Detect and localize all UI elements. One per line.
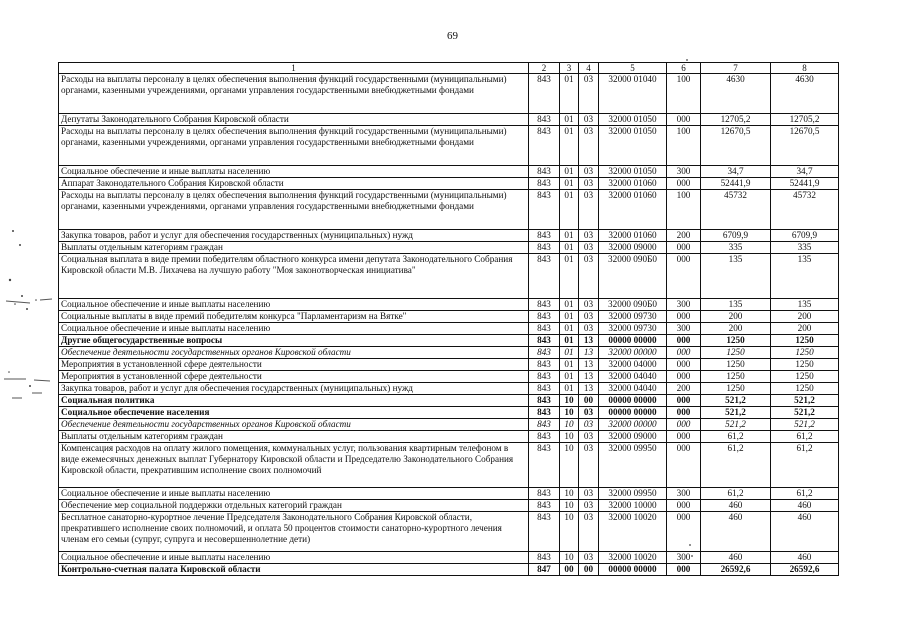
row-name: Социальное обеспечение населения: [59, 407, 529, 419]
row-subsection: 03: [579, 178, 599, 190]
table-row: [59, 383, 839, 395]
row-section: 10: [560, 431, 579, 443]
row-target-article: 32000 04040: [599, 371, 667, 383]
row-expense-type: 000: [667, 114, 701, 126]
table-row: [59, 431, 839, 443]
row-amount-col8: 45732: [771, 190, 839, 230]
header-row: [59, 63, 839, 74]
row-target-article: 32000 01050: [599, 114, 667, 126]
table-row: [59, 299, 839, 311]
row-amount-col7: 521,2: [701, 419, 771, 431]
table-row: [59, 166, 839, 178]
row-subsection: 13: [579, 335, 599, 347]
row-ministry-code: 843: [529, 166, 560, 178]
row-expense-type: 100: [667, 190, 701, 230]
row-subsection: 03: [579, 166, 599, 178]
row-section: 01: [560, 178, 579, 190]
row-target-article: 00000 00000: [599, 564, 667, 576]
row-section: 01: [560, 230, 579, 242]
row-section: 01: [560, 299, 579, 311]
row-name: Социальная политика: [59, 395, 529, 407]
row-ministry-code: 843: [529, 419, 560, 431]
row-ministry-code: 843: [529, 488, 560, 500]
row-amount-col7: 1250: [701, 359, 771, 371]
table-row: [59, 443, 839, 488]
row-name: Закупка товаров, работ и услуг для обеспечения государственных (муниципальных) нужд: [59, 230, 529, 242]
row-expense-type: 000: [667, 371, 701, 383]
row-amount-col8: 1250: [771, 383, 839, 395]
row-ministry-code: 843: [529, 347, 560, 359]
table-row: [59, 178, 839, 190]
row-expense-type: 200: [667, 230, 701, 242]
row-subsection: 03: [579, 407, 599, 419]
row-section: 01: [560, 359, 579, 371]
row-amount-col8: 200: [771, 323, 839, 335]
row-subsection: 03: [579, 512, 599, 552]
row-amount-col7: 1250: [701, 371, 771, 383]
row-ministry-code: 843: [529, 254, 560, 299]
row-amount-col8: 4630: [771, 74, 839, 114]
table-row: [59, 323, 839, 335]
row-expense-type: 000: [667, 347, 701, 359]
row-amount-col7: 52441,9: [701, 178, 771, 190]
row-amount-col7: 6709,9: [701, 230, 771, 242]
row-amount-col8: 460: [771, 500, 839, 512]
row-ministry-code: 843: [529, 311, 560, 323]
row-section: 01: [560, 254, 579, 299]
table-row: [59, 359, 839, 371]
row-amount-col7: 34,7: [701, 166, 771, 178]
row-ministry-code: 843: [529, 431, 560, 443]
table-row: [59, 254, 839, 299]
table-row: [59, 190, 839, 230]
row-ministry-code: 847: [529, 564, 560, 576]
row-section: 10: [560, 512, 579, 552]
row-amount-col8: 200: [771, 311, 839, 323]
row-amount-col7: 45732: [701, 190, 771, 230]
row-target-article: 32000 01060: [599, 178, 667, 190]
row-section: 10: [560, 395, 579, 407]
column-header-5: 5: [599, 63, 667, 74]
table-row: [59, 311, 839, 323]
row-ministry-code: 843: [529, 383, 560, 395]
row-name: Депутаты Законодательного Собрания Кировской области: [59, 114, 529, 126]
row-target-article: 32000 00000: [599, 347, 667, 359]
row-subsection: 03: [579, 500, 599, 512]
row-amount-col7: 12670,5: [701, 126, 771, 166]
column-header-6: 6: [667, 63, 701, 74]
row-amount-col7: 335: [701, 242, 771, 254]
row-target-article: 32000 10000: [599, 500, 667, 512]
row-name: Расходы на выплаты персоналу в целях обеспечения выполнения функций государственными (муниципальными) органами, казенными учреждениями, органами управления государственными внебюджетными фондами: [59, 126, 529, 166]
row-amount-col7: 460: [701, 552, 771, 564]
row-expense-type: 300: [667, 299, 701, 311]
row-ministry-code: 843: [529, 323, 560, 335]
row-expense-type: 300: [667, 323, 701, 335]
column-header-2: 2: [529, 63, 560, 74]
row-section: 01: [560, 242, 579, 254]
row-section: 01: [560, 126, 579, 166]
row-target-article: 32000 090Б0: [599, 254, 667, 299]
row-subsection: 00: [579, 395, 599, 407]
row-amount-col7: 460: [701, 500, 771, 512]
row-name: Выплаты отдельным категориям граждан: [59, 242, 529, 254]
table-row: [59, 230, 839, 242]
column-header-7: 7: [701, 63, 771, 74]
row-subsection: 03: [579, 254, 599, 299]
row-target-article: 32000 09730: [599, 323, 667, 335]
row-expense-type: 000: [667, 395, 701, 407]
row-amount-col7: 200: [701, 311, 771, 323]
row-subsection: 03: [579, 488, 599, 500]
row-ministry-code: 843: [529, 443, 560, 488]
row-section: 01: [560, 114, 579, 126]
row-section: 01: [560, 371, 579, 383]
row-amount-col8: 460: [771, 512, 839, 552]
row-ministry-code: 843: [529, 552, 560, 564]
row-ministry-code: 843: [529, 126, 560, 166]
table-body: [59, 74, 839, 576]
row-target-article: 32000 01050: [599, 126, 667, 166]
row-amount-col7: 1250: [701, 383, 771, 395]
row-amount-col8: 521,2: [771, 395, 839, 407]
row-section: 00: [560, 564, 579, 576]
row-section: 10: [560, 500, 579, 512]
row-expense-type: 000: [667, 254, 701, 299]
table-row: [59, 347, 839, 359]
row-name: Закупка товаров, работ и услуг для обеспечения государственных (муниципальных) нужд: [59, 383, 529, 395]
row-ministry-code: 843: [529, 335, 560, 347]
row-name: Мероприятия в установленной сфере деятельности: [59, 371, 529, 383]
table-row: [59, 512, 839, 552]
row-amount-col8: 135: [771, 299, 839, 311]
table-row: [59, 564, 839, 576]
row-target-article: 32000 00000: [599, 419, 667, 431]
row-section: 01: [560, 335, 579, 347]
row-target-article: 32000 09950: [599, 488, 667, 500]
table-row: [59, 114, 839, 126]
row-ministry-code: 843: [529, 512, 560, 552]
row-target-article: 32000 090Б0: [599, 299, 667, 311]
row-section: 01: [560, 166, 579, 178]
table-row: [59, 407, 839, 419]
row-section: 01: [560, 323, 579, 335]
row-subsection: 03: [579, 74, 599, 114]
row-name: Социальное обеспечение и иные выплаты населению: [59, 166, 529, 178]
row-amount-col7: 12705,2: [701, 114, 771, 126]
table-row: [59, 488, 839, 500]
row-section: 10: [560, 419, 579, 431]
table-row: [59, 242, 839, 254]
row-target-article: 32000 01060: [599, 190, 667, 230]
row-subsection: 03: [579, 190, 599, 230]
table-row: [59, 74, 839, 114]
row-target-article: 32000 10020: [599, 512, 667, 552]
row-amount-col7: 521,2: [701, 395, 771, 407]
row-expense-type: 000: [667, 512, 701, 552]
row-name: Выплаты отдельным категориям граждан: [59, 431, 529, 443]
row-ministry-code: 843: [529, 407, 560, 419]
row-name: Обеспечение деятельности государственных органов Кировской области: [59, 347, 529, 359]
row-name: Другие общегосударственные вопросы: [59, 335, 529, 347]
row-amount-col8: 12670,5: [771, 126, 839, 166]
row-amount-col7: 1250: [701, 335, 771, 347]
table-row: [59, 395, 839, 407]
row-ministry-code: 843: [529, 178, 560, 190]
row-amount-col7: 26592,6: [701, 564, 771, 576]
row-expense-type: 000: [667, 407, 701, 419]
row-subsection: 03: [579, 552, 599, 564]
row-ministry-code: 843: [529, 371, 560, 383]
table-row: [59, 500, 839, 512]
row-section: 10: [560, 443, 579, 488]
row-amount-col8: 61,2: [771, 488, 839, 500]
row-expense-type: 300: [667, 166, 701, 178]
row-ministry-code: 843: [529, 359, 560, 371]
row-name: Контрольно-счетная палата Кировской области: [59, 564, 529, 576]
row-target-article: 32000 09730: [599, 311, 667, 323]
table-header: [59, 63, 839, 74]
page-number: 69: [447, 30, 458, 42]
row-target-article: 32000 10020: [599, 552, 667, 564]
row-amount-col7: 61,2: [701, 443, 771, 488]
row-ministry-code: 843: [529, 299, 560, 311]
row-target-article: 32000 09950: [599, 443, 667, 488]
row-target-article: 32000 01040: [599, 74, 667, 114]
row-subsection: 03: [579, 419, 599, 431]
row-amount-col8: 1250: [771, 359, 839, 371]
row-target-article: 00000 00000: [599, 395, 667, 407]
row-name: Социальное обеспечение и иные выплаты населению: [59, 299, 529, 311]
row-ministry-code: 843: [529, 230, 560, 242]
row-subsection: 03: [579, 311, 599, 323]
row-amount-col8: 1250: [771, 347, 839, 359]
row-amount-col8: 34,7: [771, 166, 839, 178]
row-expense-type: 000: [667, 178, 701, 190]
row-name: Бесплатное санаторно-курортное лечение Председателя Законодательного Собрания Кировской области, прекратившего исполнение своих полномочий, и оплата 50 процентов стоимости санаторно-курортного лечения членам его семьи (супруг, супруга и несовершеннолетние дети): [59, 512, 529, 552]
row-name: Расходы на выплаты персоналу в целях обеспечения выполнения функций государственными (муниципальными) органами, казенными учреждениями, органами управления государственными внебюджетными фондами: [59, 190, 529, 230]
table-row: [59, 419, 839, 431]
row-amount-col8: 521,2: [771, 419, 839, 431]
row-expense-type: 300: [667, 488, 701, 500]
column-header-1: 1: [59, 63, 529, 74]
row-subsection: 03: [579, 114, 599, 126]
row-ministry-code: 843: [529, 242, 560, 254]
row-expense-type: 000: [667, 443, 701, 488]
table-row: [59, 371, 839, 383]
row-expense-type: 000: [667, 335, 701, 347]
row-section: 10: [560, 407, 579, 419]
row-amount-col7: 521,2: [701, 407, 771, 419]
row-ministry-code: 843: [529, 190, 560, 230]
row-amount-col8: 1250: [771, 371, 839, 383]
row-amount-col7: 61,2: [701, 488, 771, 500]
row-subsection: 03: [579, 431, 599, 443]
row-subsection: 03: [579, 126, 599, 166]
row-subsection: 03: [579, 299, 599, 311]
row-name: Обеспечение мер социальной поддержки отдельных категорий граждан: [59, 500, 529, 512]
row-expense-type: 200: [667, 383, 701, 395]
row-subsection: 03: [579, 443, 599, 488]
row-amount-col7: 135: [701, 254, 771, 299]
row-name: Социальные выплаты в виде премий победителям конкурса "Парламентаризм на Вятке": [59, 311, 529, 323]
table-row: [59, 335, 839, 347]
row-section: 01: [560, 74, 579, 114]
row-expense-type: 300: [667, 552, 701, 564]
column-header-8: 8: [771, 63, 839, 74]
row-ministry-code: 843: [529, 74, 560, 114]
row-name: Расходы на выплаты персоналу в целях обеспечения выполнения функций государственными (муниципальными) органами, казенными учреждениями, органами управления государственными внебюджетными фондами: [59, 74, 529, 114]
row-subsection: 13: [579, 371, 599, 383]
row-expense-type: 000: [667, 242, 701, 254]
row-amount-col8: 335: [771, 242, 839, 254]
row-amount-col8: 1250: [771, 335, 839, 347]
table-row: [59, 126, 839, 166]
row-subsection: 00: [579, 564, 599, 576]
row-ministry-code: 843: [529, 395, 560, 407]
row-expense-type: 000: [667, 311, 701, 323]
table-row: [59, 552, 839, 564]
row-amount-col7: 135: [701, 299, 771, 311]
row-target-article: 32000 01050: [599, 166, 667, 178]
row-section: 01: [560, 311, 579, 323]
column-header-3: 3: [560, 63, 579, 74]
row-subsection: 13: [579, 347, 599, 359]
row-subsection: 13: [579, 359, 599, 371]
row-expense-type: 100: [667, 126, 701, 166]
row-expense-type: 000: [667, 564, 701, 576]
row-subsection: 13: [579, 383, 599, 395]
row-name: Компенсация расходов на оплату жилого помещения, коммунальных услуг, пользования квартирным телефоном в виде ежемесячных денежных выплат Губернатору Кировской области и Председателю Законодательного Собрания Кировской области, прекратившим исполнение своих полномочий: [59, 443, 529, 488]
row-amount-col8: 61,2: [771, 443, 839, 488]
row-name: Обеспечение деятельности государственных органов Кировской области: [59, 419, 529, 431]
row-target-article: 32000 09000: [599, 431, 667, 443]
row-name: Аппарат Законодательного Собрания Кировской области: [59, 178, 529, 190]
row-section: 10: [560, 552, 579, 564]
row-amount-col7: 200: [701, 323, 771, 335]
row-target-article: 32000 09000: [599, 242, 667, 254]
row-amount-col8: 52441,9: [771, 178, 839, 190]
row-name: Социальное обеспечение и иные выплаты населению: [59, 323, 529, 335]
row-target-article: 00000 00000: [599, 407, 667, 419]
row-section: 01: [560, 190, 579, 230]
row-section: 01: [560, 383, 579, 395]
row-subsection: 03: [579, 323, 599, 335]
row-target-article: 32000 04040: [599, 383, 667, 395]
row-target-article: 00000 00000: [599, 335, 667, 347]
row-subsection: 03: [579, 242, 599, 254]
column-header-4: 4: [579, 63, 599, 74]
budget-table: [58, 62, 839, 576]
row-amount-col8: 6709,9: [771, 230, 839, 242]
row-amount-col8: 61,2: [771, 431, 839, 443]
row-amount-col7: 4630: [701, 74, 771, 114]
row-target-article: 32000 04000: [599, 359, 667, 371]
row-target-article: 32000 01060: [599, 230, 667, 242]
row-amount-col8: 135: [771, 254, 839, 299]
row-expense-type: 100: [667, 74, 701, 114]
row-expense-type: 000: [667, 359, 701, 371]
row-amount-col8: 460: [771, 552, 839, 564]
row-amount-col7: 1250: [701, 347, 771, 359]
row-amount-col8: 26592,6: [771, 564, 839, 576]
row-section: 01: [560, 347, 579, 359]
row-expense-type: 000: [667, 431, 701, 443]
row-amount-col7: 61,2: [701, 431, 771, 443]
row-ministry-code: 843: [529, 114, 560, 126]
row-section: 10: [560, 488, 579, 500]
row-expense-type: 000: [667, 419, 701, 431]
row-expense-type: 000: [667, 500, 701, 512]
row-amount-col8: 12705,2: [771, 114, 839, 126]
row-amount-col8: 521,2: [771, 407, 839, 419]
row-name: Социальное обеспечение и иные выплаты населению: [59, 552, 529, 564]
row-name: Мероприятия в установленной сфере деятельности: [59, 359, 529, 371]
row-subsection: 03: [579, 230, 599, 242]
row-name: Социальное обеспечение и иные выплаты населению: [59, 488, 529, 500]
row-name: Социальная выплата в виде премии победителям областного конкурса имени депутата Законодательного Собрания Кировской области М.В. Лихачева на лучшую работу "Моя законотворческая инициатива": [59, 254, 529, 299]
row-amount-col7: 460: [701, 512, 771, 552]
row-ministry-code: 843: [529, 500, 560, 512]
